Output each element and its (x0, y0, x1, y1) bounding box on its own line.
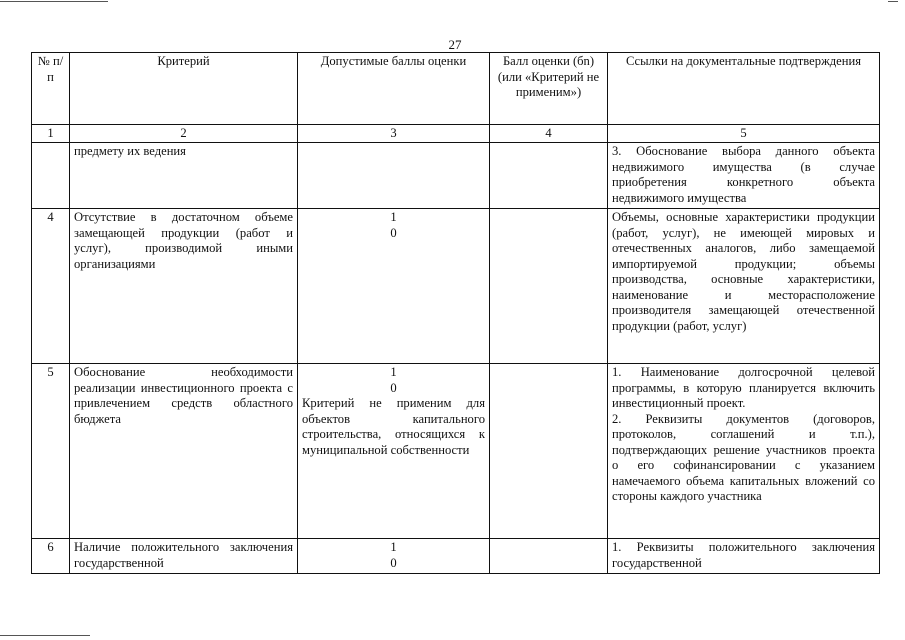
row-number (32, 143, 70, 209)
row-allowed-scores (298, 364, 490, 539)
row-allowed-scores (298, 539, 490, 574)
page-number: 27 (448, 37, 462, 52)
row-evidence (608, 143, 880, 209)
column-number-row (32, 125, 880, 143)
row-number: 5 (32, 364, 70, 539)
row-score (490, 209, 608, 364)
header-col-number: № п/п (32, 53, 70, 125)
row-evidence (608, 364, 880, 539)
evidence-item: 1. Наименование долгосрочной целевой программы, в которую планируется включить инвестиционный проект. (612, 365, 875, 410)
criteria-table (31, 52, 880, 574)
header-col-evidence: Ссылки на документальные подтверждения (608, 53, 880, 125)
column-number: 3 (298, 125, 490, 143)
score-option: 0 (390, 380, 397, 395)
header-col-allowed-scores: Допустимые баллы оценки (298, 53, 490, 125)
row-criterion: Наличие положительного заключения государственной (70, 539, 298, 574)
scan-edge-line-top-right (888, 1, 898, 2)
row-allowed-scores (298, 209, 490, 364)
table-row (32, 209, 880, 364)
score-not-applicable-note: Критерий не применим для объектов капитального строительства, относящихся к муниципальной собственности (302, 396, 485, 457)
evidence-item: 1. Реквизиты положительного заключения государственной (612, 540, 875, 570)
row-evidence (608, 539, 880, 574)
evidence-item: 3. Обоснование выбора данного объекта недвижимого имущества (в случае приобретения конкретного объекта недвижимого имущества (612, 144, 875, 205)
row-number: 4 (32, 209, 70, 364)
row-score (490, 143, 608, 209)
score-option: 0 (390, 225, 397, 240)
score-option: 1 (390, 540, 397, 554)
evidence-item: Объемы, основные характеристики продукции (работ, услуг), не имеющей мировых и отечественных аналогов, либо замещаемой импортируемой продукции; объемы производства, основные характеристики, наименование и месторасположение производителя замещающей отечественной продукции (работ, услуг) (612, 210, 875, 333)
row-number: 6 (32, 539, 70, 574)
header-row (32, 53, 880, 125)
score-option: 1 (390, 365, 397, 379)
header-col-score: Балл оценки (бn) (или «Критерий не применим») (490, 53, 608, 125)
header-col-criterion: Критерий (70, 53, 298, 125)
row-criterion: Отсутствие в достаточном объеме замещающей продукции (работ и услуг), производимой иными организациями (70, 209, 298, 364)
scan-edge-line-bottom-left (0, 635, 90, 636)
scan-edge-line-top-left (0, 1, 108, 2)
row-score (490, 364, 608, 539)
score-option: 0 (390, 555, 397, 570)
column-number: 2 (70, 125, 298, 143)
score-option: 1 (390, 210, 397, 224)
column-number: 5 (608, 125, 880, 143)
table-row (32, 143, 880, 209)
row-allowed-scores (298, 143, 490, 209)
row-criterion: Обоснование необходимости реализации инвестиционного проекта с привлечением средств областного бюджета (70, 364, 298, 539)
row-score (490, 539, 608, 574)
evidence-item: 2. Реквизиты документов (договоров, протоколов, соглашений и т.п.), подтверждающих решение участников проекта о его софинансировании с указанием намечаемого объема капитальных вложений со стороны каждого участника (612, 411, 875, 503)
row-evidence (608, 209, 880, 364)
column-number: 1 (32, 125, 70, 143)
table-row (32, 539, 880, 574)
row-criterion: предмету их ведения (70, 143, 298, 209)
table-row (32, 364, 880, 539)
column-number: 4 (490, 125, 608, 143)
